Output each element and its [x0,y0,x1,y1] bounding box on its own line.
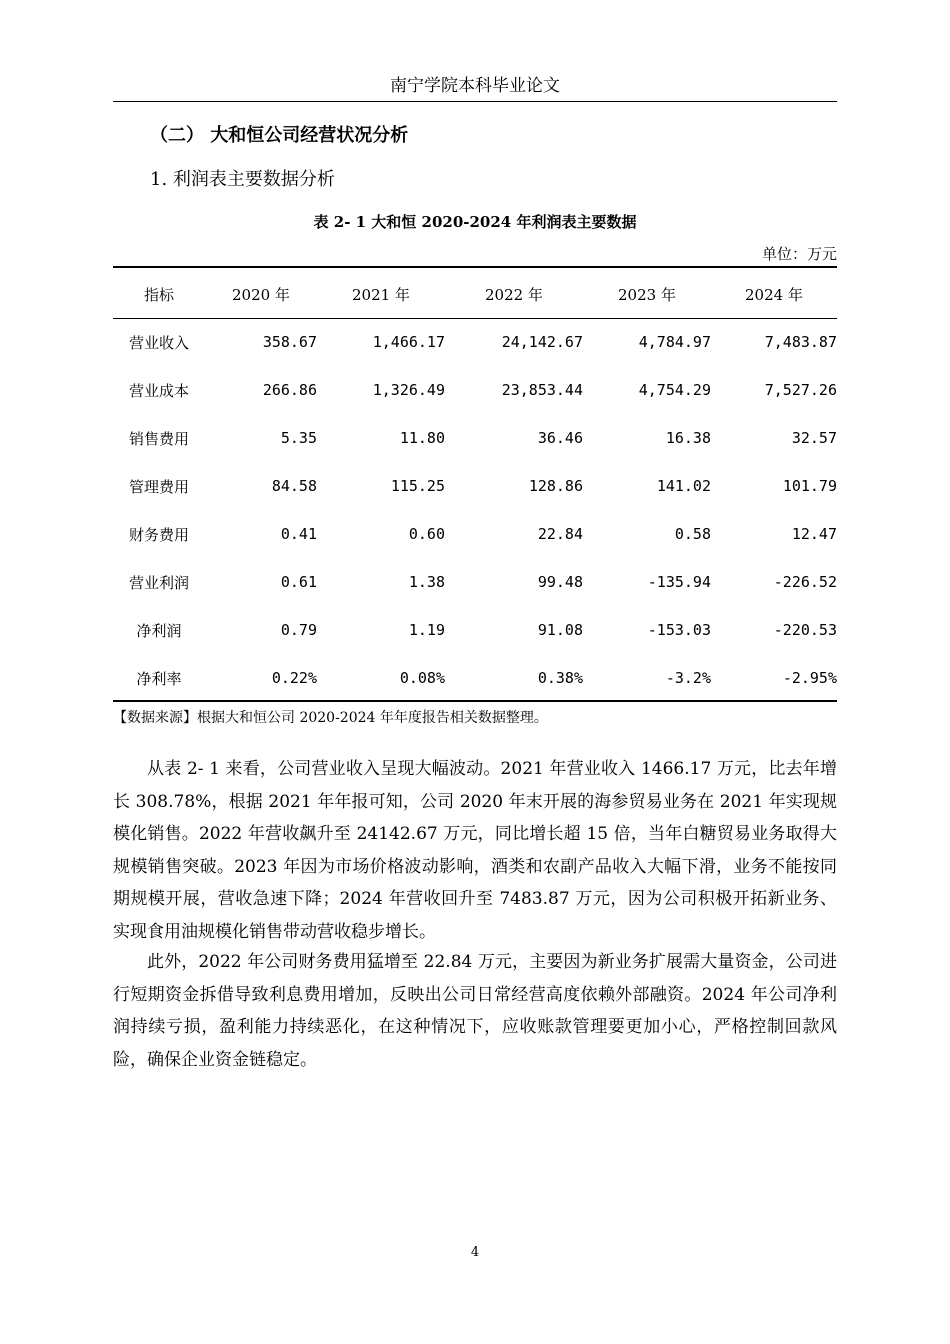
table-cell: 0.60 [408,525,445,543]
column-header: 2024 年 [745,285,803,304]
table-cell: 7,483.87 [764,333,837,351]
subsection-title: 1. 利润表主要数据分析 [150,169,335,190]
table-cell: 22.84 [537,525,583,543]
table-cell: 358.67 [262,333,317,351]
profit-table [113,270,837,702]
table-cell: -135.94 [647,573,711,591]
table-top-rule [113,266,837,268]
table-cell: -2.95% [782,669,837,687]
table-cell: 36.46 [537,429,583,447]
table-cell: 0.79 [280,621,317,639]
column-header: 2021 年 [352,285,410,304]
table-cell: 99.48 [537,573,583,591]
table-cell: 101.79 [782,477,837,495]
table-cell: 32.57 [791,429,837,447]
table-cell: 11.80 [399,429,445,447]
table-header-row [113,270,837,318]
table-source-note: 【数据来源】根据大和恒公司 2020-2024 年年度报告相关数据整理。 [113,710,548,726]
table-cell: 12.47 [791,525,837,543]
table-row [113,510,837,558]
row-label: 净利润 [136,621,182,640]
table-cell: 24,142.67 [501,333,583,351]
table-cell: 0.22% [271,669,317,687]
table-cell: 0.38% [537,669,583,687]
table-unit: 单位：万元 [761,245,837,263]
table-cell: 7,527.26 [764,381,837,399]
section-title: （二） 大和恒公司经营状况分析 [150,125,409,146]
table-cell: 115.25 [390,477,445,495]
table-caption: 表 2- 1 大和恒 2020-2024 年利润表主要数据 [313,213,637,231]
page-number: 4 [470,1245,480,1260]
table-row [113,414,837,462]
table-row [113,606,837,654]
table-cell: 4,784.97 [638,333,711,351]
table-row [113,366,837,414]
table-row [113,462,837,510]
table-cell: 0.58 [674,525,711,543]
table-cell: -153.03 [647,621,711,639]
table-cell: 1,466.17 [372,333,445,351]
table-cell: 0.08% [399,669,445,687]
row-label: 销售费用 [128,429,189,448]
table-cell: 16.38 [665,429,711,447]
page-header-title: 南宁学院本科毕业论文 [390,76,560,96]
table-cell: 0.41 [280,525,317,543]
table-cell: -226.52 [773,573,837,591]
table-cell: 128.86 [528,477,583,495]
table-row [113,558,837,606]
row-label: 财务费用 [128,525,189,544]
table-cell: -220.53 [773,621,837,639]
row-label: 管理费用 [128,477,189,496]
table-cell: 84.58 [271,477,317,495]
table-cell: 266.86 [262,381,317,399]
column-header: 2023 年 [618,285,676,304]
table-cell: 0.61 [280,573,317,591]
row-label: 营业成本 [128,381,189,400]
row-label: 营业利润 [128,573,189,592]
table-cell: 1.19 [408,621,445,639]
header-rule [113,101,837,102]
table-cell: 91.08 [537,621,583,639]
table-cell: -3.2% [665,669,711,687]
row-label: 净利率 [136,669,182,688]
table-cell: 5.35 [280,429,317,447]
table-row [113,318,837,366]
table-cell: 141.02 [656,477,711,495]
table-cell: 1,326.49 [372,381,445,399]
body-paragraph: 从表 2- 1 来看，公司营业收入呈现大幅波动。2021 年营业收入 1466.17 万元，比去年增长 308.78%，根据 2021 年年报可知，公司 2020 年末开展的海参贸易业务在 2021 年实现规模化销售。2022 年营收飙升至 24142.67 万元，同比增长超 15 倍，当年白糖贸易业务取得大规模销售突破。2023 年因为市场价格波动影响，酒类和农副产品收入大幅下滑，业务不能按同期规模开展，营收急速下降；2024 年营收回升至 7483.87 万元，因为公司积极开拓新业务、实现食用油规模化销售带动营收稳步增长。 [113,759,837,942]
row-label: 营业收入 [128,333,189,352]
table-cell: 23,853.44 [501,381,583,399]
body-paragraph: 此外，2022 年公司财务费用猛增至 22.84 万元，主要因为新业务扩展需大量资金，公司进行短期资金拆借导致利息费用增加，反映出公司日常经营高度依赖外部融资。2024 年公司净利润持续亏损，盈利能力持续恶化，在这种情况下，应收账款管理要更加小心，严格控制回款风险，确保企业资金链稳定。 [113,952,837,1070]
table-cell: 1.38 [408,573,445,591]
table-row [113,654,837,702]
column-header: 2020 年 [232,285,290,304]
column-header: 2022 年 [485,285,543,304]
table-cell: 4,754.29 [638,381,711,399]
column-header: 指标 [143,285,174,304]
